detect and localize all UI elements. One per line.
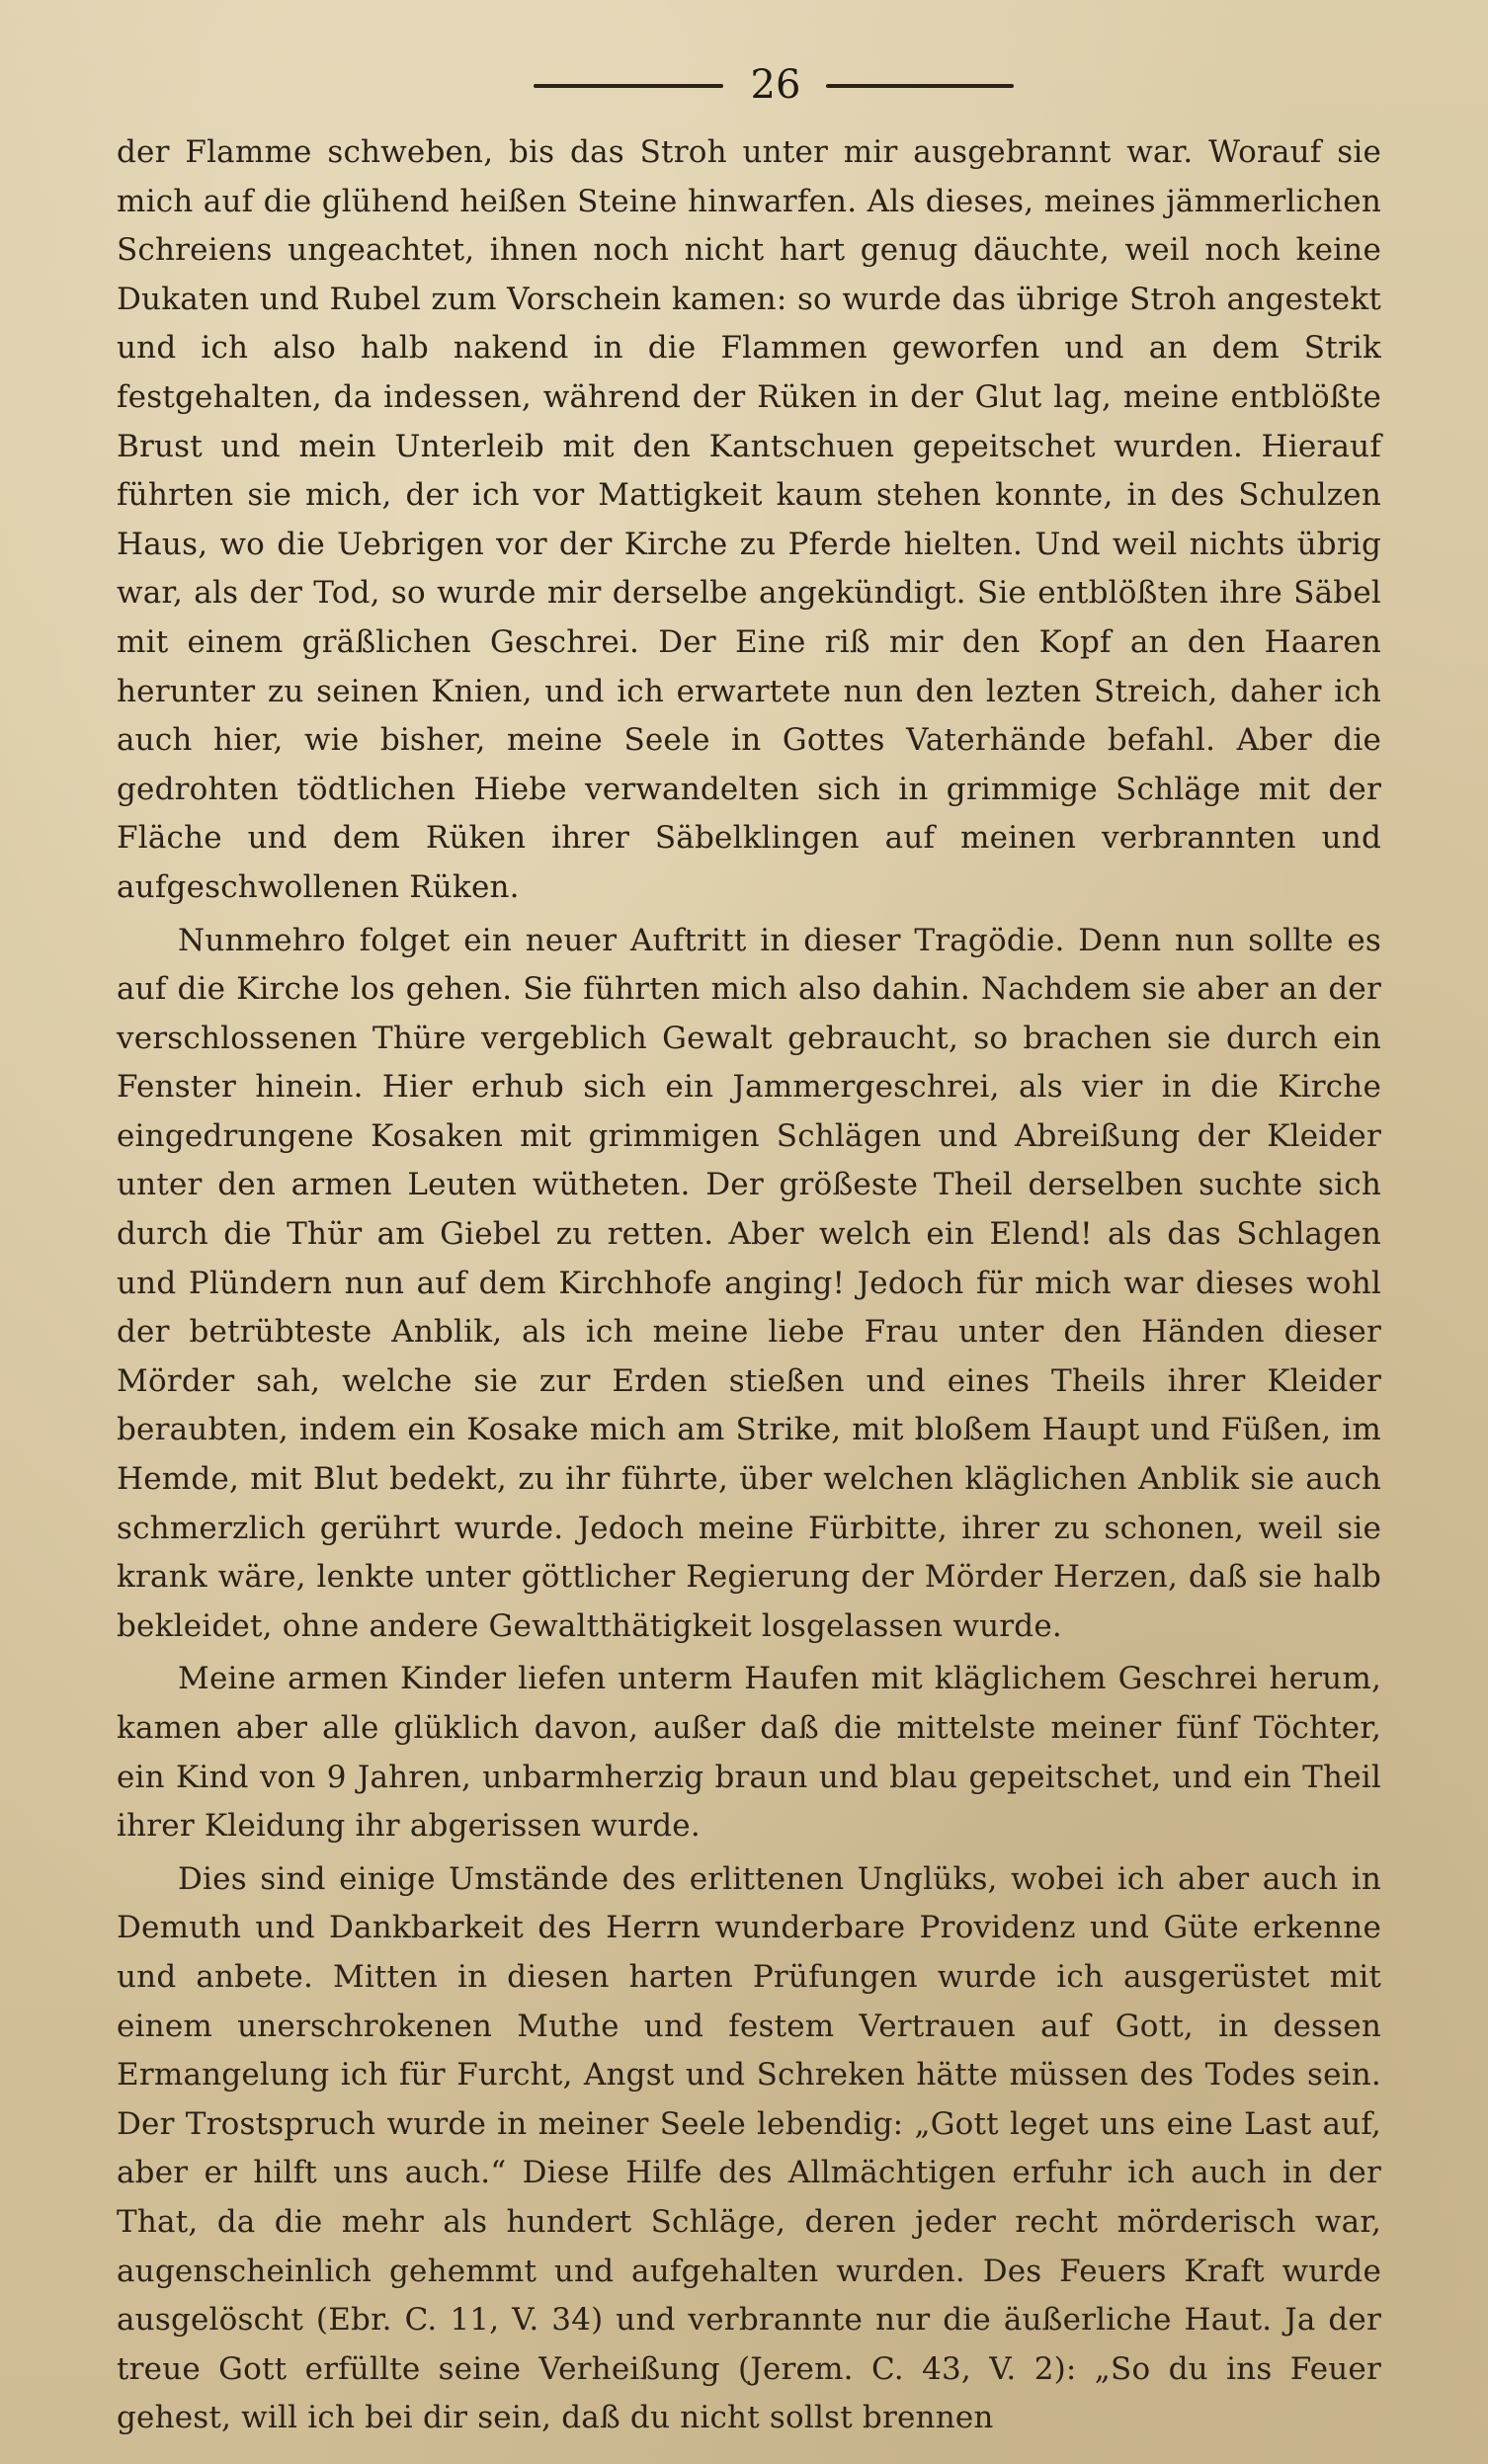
page-number: 26 [750,62,801,108]
page-header [0,57,1488,117]
paragraph-4: Dies sind einige Umstände des erlittenen Unglüks, wobei ich aber auch in Demuth und Dankbarkeit des Herrn wunderbare Providenz und Güte erkenne und anbete. Mitten in diesen harten Prüfungen wurde ich ausgerüstet mit einem unerschrokenen Muthe und festem Vertrauen auf Gott, in dessen Ermangelung ich für Furcht, Angst und Schreken hätte müssen des Todes sein. Der Trostspruch wurde in meiner Seele lebendig: „Gott leget uns eine Last auf, aber er hilft uns auch.“ Diese Hilfe des Allmächtigen erfuhr ich auch in der That, da die mehr als hundert Schläge, deren jeder recht mörderisch war, augenscheinlich gehemmt und aufgehalten wurden. Des Feuers Kraft wurde ausgelöscht (Ebr. C. 11, V. 34) und verbrannte nur die äußerliche Haut. Ja der treue Gott erfüllte seine Verheißung (Jerem. C. 43, V. 2): „So du ins Feuer gehest, will ich bei dir sein, daß du nicht sollst brennen [117,1860,1381,2436]
paragraph-1: der Flamme schweben, bis das Stroh unter mir ausgebrannt war. Worauf sie mich auf die glühend heißen Steine hinwarfen. Als dieses, meines jämmerlichen Schreiens ungeachtet, ihnen noch nicht hart genug däuchte, weil noch keine Dukaten und Rubel zum Vorschein kamen: so wurde das übrige Stroh angestekt und ich also halb nakend in die Flammen geworfen und an dem Strik festgehalten, da indessen, während der Rüken in der Glut lag, meine entblößte Brust und mein Unterleib mit den Kantschuen gepeitschet wurden. Hierauf führten sie mich, der ich vor Mattigkeit kaum stehen konnte, in des Schulzen Haus, wo die Uebrigen vor der Kirche zu Pferde hielten. Und weil nichts übrig war, als der Tod, so wurde mir derselbe angekündigt. Sie entblößten ihre Säbel mit einem gräßlichen Geschrei. Der Eine riß mir den Kopf an den Haaren herunter zu seinen Knien, und ich erwartete nun den lezten Streich, daher ich auch hier, wie bisher, meine Seele in Gottes Vaterhände befahl. Aber die gedrohten tödtlichen Hiebe verwandelten sich in grimmige Schläge mit der Fläche und dem Rüken ihrer Säbelklingen auf meinen verbrannten und aufgeschwollenen Rüken. [117,134,1381,905]
header-rule-right [826,84,1014,88]
paragraph-3: Meine armen Kinder liefen unterm Haufen mit kläglichem Geschrei herum, kamen aber alle glüklich davon, außer daß die mittelste meiner fünf Töchter, ein Kind von 9 Jahren, unbarmherzig braun und blau gepeitschet, und ein Theil ihrer Kleidung ihr abgerissen wurde. [117,1661,1381,1845]
body-text [117,128,1381,2436]
paragraph-2: Nunmehro folget ein neuer Auftritt in dieser Tragödie. Denn nun sollte es auf die Kirche los gehen. Sie führten mich also dahin. Nachdem sie aber an der verschlossenen Thüre vergeblich Gewalt gebraucht, so brachen sie durch ein Fenster hinein. Hier erhub sich ein Jammergeschrei, als vier in die Kirche eingedrungene Kosaken mit grimmigen Schlägen und Abreißung der Kleider unter den armen Leuten wütheten. Der größeste Theil derselben suchte sich durch die Thür am Giebel zu retten. Aber welch ein Elend! als das Schlagen und Plündern nun auf dem Kirchhofe anging! Jedoch für mich war dieses wohl der betrübteste Anblik, als ich meine liebe Frau unter den Händen dieser Mörder sah, welche sie zur Erden stießen und eines Theils ihrer Kleider beraubten, indem ein Kosake mich am Strike, mit bloßem Haupt und Füßen, im Hemde, mit Blut bedekt, zu ihr führte, über welchen kläglichen Anblik sie auch schmerzlich gerührt wurde. Jedoch meine Fürbitte, ihrer zu schonen, weil sie krank wäre, lenkte unter göttlicher Regierung der Mörder Herzen, daß sie halb bekleidet, ohne andere Gewaltthätigkeit losgelassen wurde. [117,922,1381,1644]
header-rule-left [534,84,723,88]
